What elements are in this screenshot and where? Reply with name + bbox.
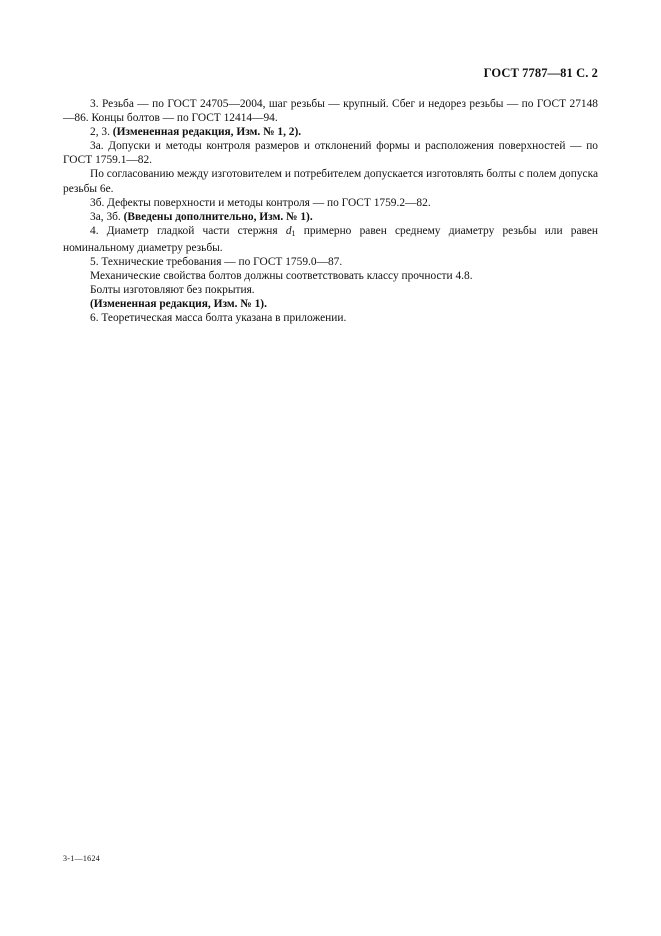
footer-print-code: 3-1—1624: [63, 854, 101, 863]
paragraph-addition-3a-3b: [63, 210, 598, 224]
shank-text-after: примерно равен среднему диаметру резьбы или равен номинальному диаметру резьбы.: [63, 224, 598, 254]
shank-text-before: 4. Диаметр гладкой части стержня: [90, 224, 286, 237]
paragraph-coating: Болты изготовляют без покрытия.: [90, 284, 255, 297]
paragraph-mass: 6. Теоретическая масса болта указана в приложении.: [90, 312, 347, 325]
shank-variable-subscript: 1: [291, 228, 296, 238]
shank-variable: d: [285, 224, 292, 237]
paragraph-technical-requirements: 5. Технические требования — по ГОСТ 1759.0—87.: [90, 256, 343, 269]
paragraph-shank-diameter: [63, 224, 598, 255]
addition-ref: 3а, 3б.: [90, 210, 124, 223]
paragraph-mechanical-properties: Механические свойства болтов должны соответствовать классу прочности 4.8.: [90, 270, 473, 283]
addition-note: (Введены дополнительно, Изм. № 1).: [123, 210, 313, 223]
document-body: [63, 97, 598, 326]
paragraph-amendment-note: (Измененная редакция, Изм. № 1).: [90, 298, 267, 311]
amendment-ref: 2, 3.: [90, 126, 113, 139]
paragraph-surface-defects: 3б. Дефекты поверхности и методы контроля — по ГОСТ 1759.2—82.: [90, 196, 431, 209]
paragraph-amendment-2-3: [63, 125, 598, 139]
paragraph-tolerances: 3а. Допуски и методы контроля размеров и отклонений формы и расположения поверхностей — по ГОСТ 1759.1—82.: [63, 140, 598, 167]
paragraph-agreement: По согласованию между изготовителем и потребителем допускается изготовлять болты с полем допуска резьбы 6е.: [63, 168, 598, 195]
paragraph-thread: 3. Резьба — по ГОСТ 24705—2004, шаг резьбы — крупный. Сбег и недорез резьбы — по ГОСТ 27148—86. Концы болтов — по ГОСТ 12414—94.: [63, 98, 598, 125]
amendment-note: (Измененная редакция, Изм. № 1, 2).: [112, 126, 302, 139]
page-header-doc-ref: ГОСТ 7787—81 С. 2: [483, 66, 598, 80]
